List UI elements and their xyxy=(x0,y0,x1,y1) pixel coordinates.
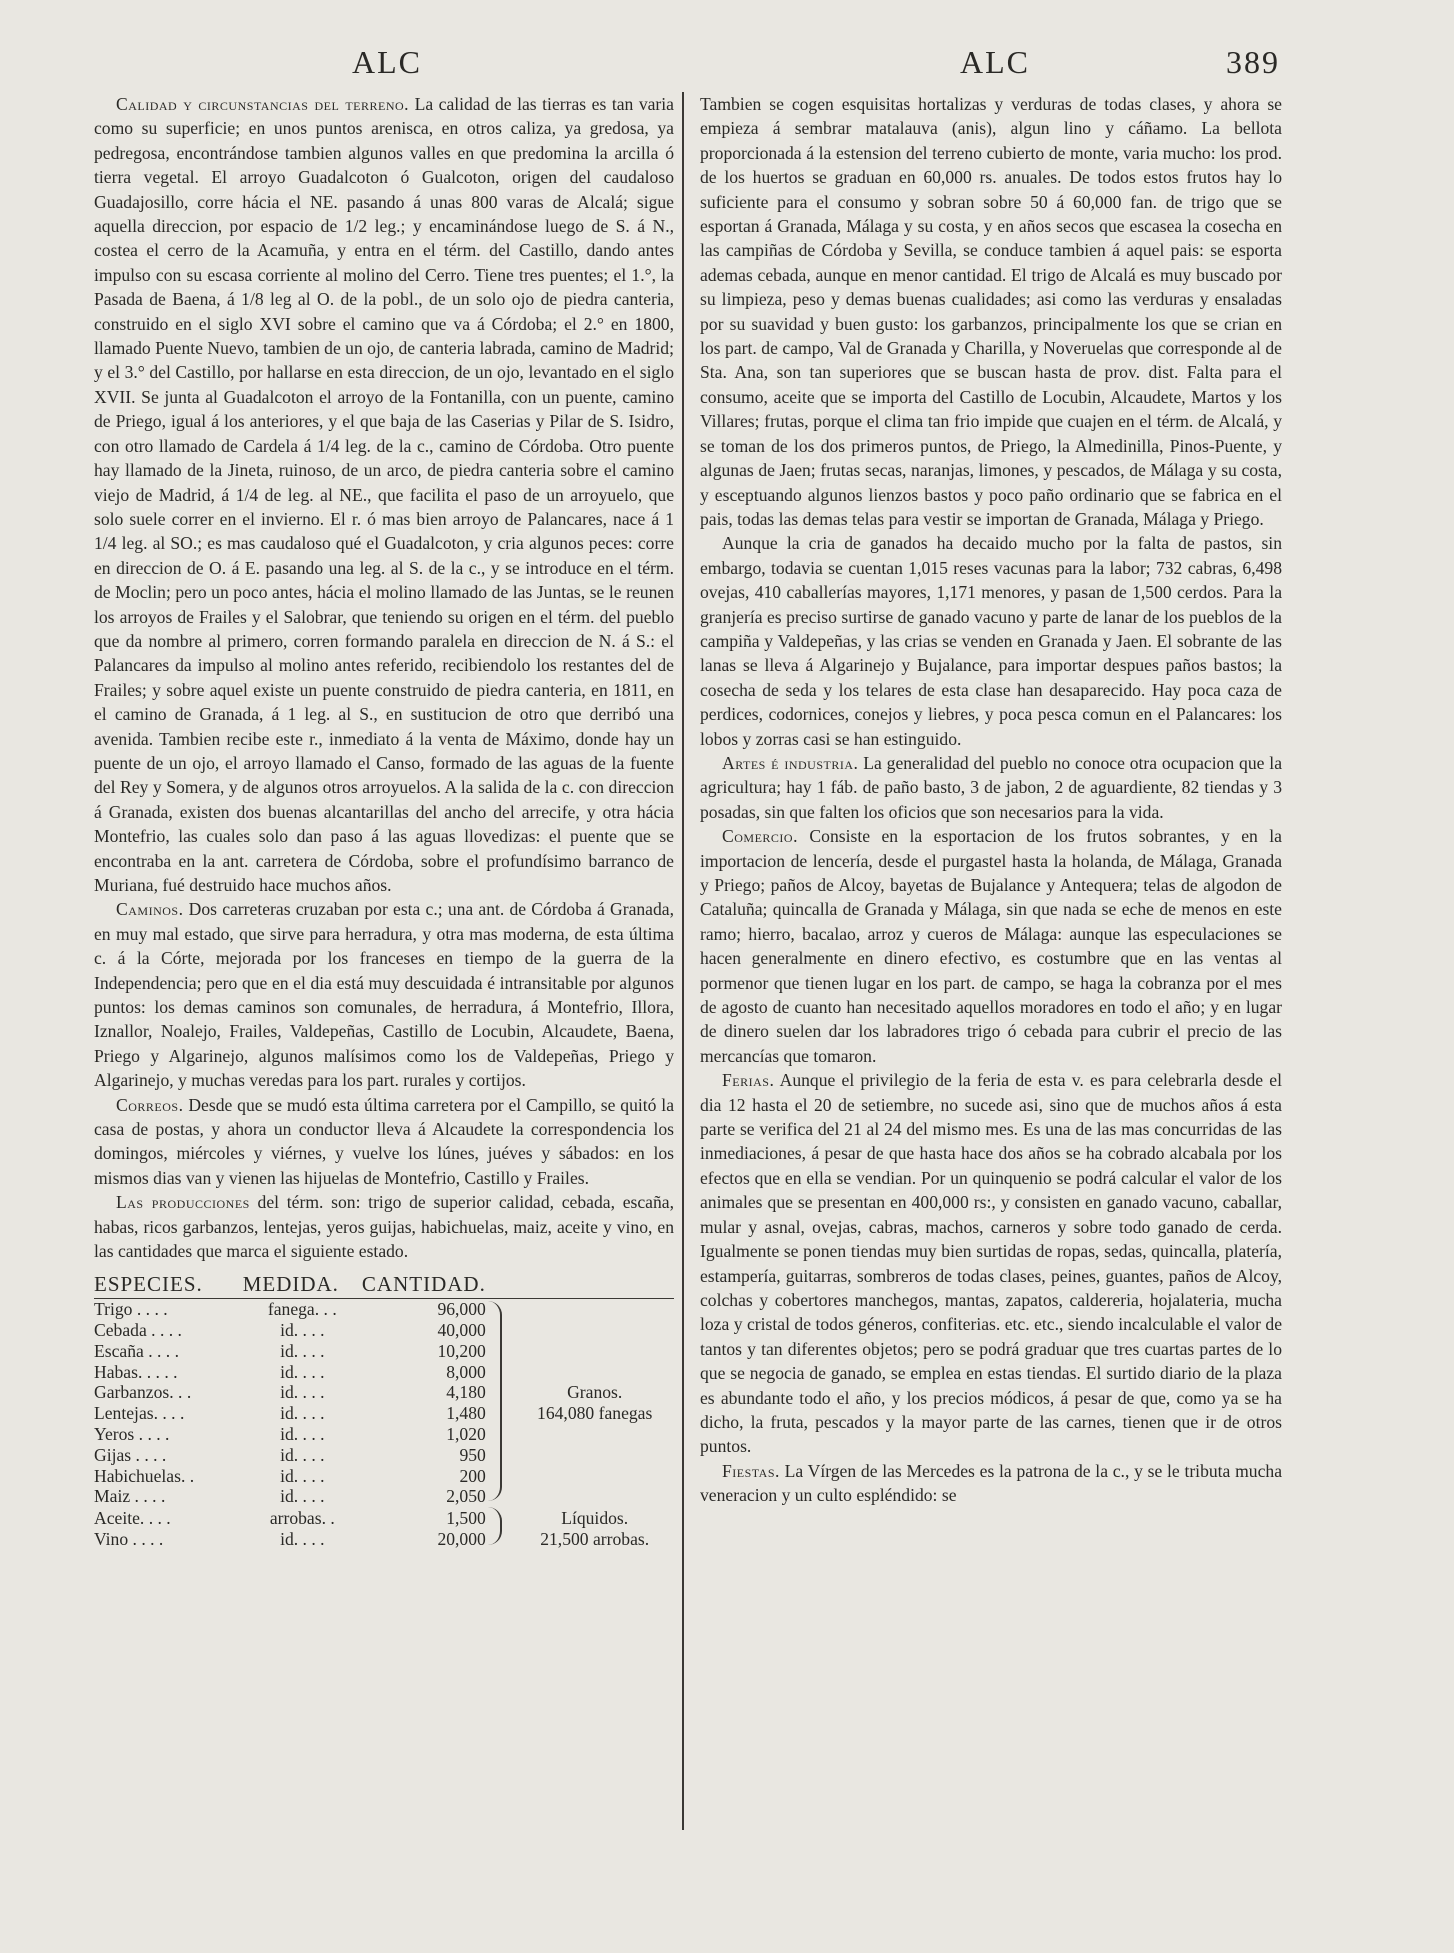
cell-medida: fanega. . . xyxy=(267,1299,337,1320)
granos-brace xyxy=(486,1299,516,1507)
granos-rows xyxy=(94,1299,674,1507)
production-table xyxy=(94,1271,674,1551)
cell-especie: Yeros . . . . xyxy=(94,1424,170,1445)
paragraph-correos xyxy=(94,1093,674,1191)
cell-especie: Maiz . . . . xyxy=(94,1486,166,1507)
section-heading: Correos. xyxy=(116,1094,184,1115)
paragraph-ferias xyxy=(700,1068,1282,1459)
right-column xyxy=(700,92,1282,1508)
paragraph-calidad xyxy=(94,92,674,897)
section-heading: Fiestas. xyxy=(722,1460,780,1481)
paragraph-text: del térm. son: trigo de superior calidad, cebada, escaña, habas, ricos garbanzos, lentejas, yeros guijas, habichuelas, maiz, aceite y vino, en las cantidades que marca el siguiente estado. xyxy=(94,1192,674,1262)
liquidos-summary xyxy=(515,1507,674,1550)
liquidos-total: 21,500 arrobas. xyxy=(540,1528,650,1549)
section-heading: Comercio. xyxy=(722,826,798,847)
cell-cantidad: 4,180 xyxy=(446,1382,486,1403)
cell-especie: Aceite. . . . xyxy=(94,1507,171,1528)
paragraph-text: Dos carreteras cruzaban por esta c.; una ant. de Córdoba á Granada, en muy mal estado, que sirve para herradura, y otra mas moderna, de esta última c. á la Córte, mejorada por los franceses en tiempo de la guerra de la Independencia; pero que en el dia está muy descuidada é intransitable por algunos puntos: los demas caminos son comunales, de herradura, á Montefrio, Illora, Iznallor, Noalejo, Frailes, Valdepeñas, Castillo de Locubin, Alcaudete, Baena, Priego y Algarinejo, algunos malísimos como los de Valdepeñas, Priego y Algarinejo, y muchas veredas para los part. rurales y cortijos. xyxy=(94,899,674,1091)
section-heading: Artes é industria. xyxy=(722,752,859,773)
paragraph-fiestas xyxy=(700,1459,1282,1508)
cell-medida: arrobas. . xyxy=(269,1507,335,1528)
cell-medida: id. . . . xyxy=(280,1340,325,1361)
cell-especie: Habichuelas. . xyxy=(94,1465,195,1486)
granos-total: 164,080 fanegas xyxy=(537,1403,653,1424)
liquidos-label: Líquidos. xyxy=(561,1507,629,1528)
section-heading: Calidad y circunstancias del terreno. xyxy=(116,94,410,114)
cell-medida: id. . . . xyxy=(280,1320,325,1341)
granos-label: Granos. xyxy=(567,1382,623,1403)
liquidos-brace xyxy=(486,1507,516,1550)
cell-cantidad: 96,000 xyxy=(437,1299,486,1320)
header-medida: MEDIDA. xyxy=(243,1274,362,1299)
paragraph-producciones xyxy=(94,1190,674,1263)
paragraph-text: La Vírgen de las Mercedes es la patrona de la c., y se le tributa mucha veneracion y un culto espléndido: se xyxy=(700,1460,1282,1506)
section-heading: Las producciones xyxy=(116,1192,250,1213)
paragraph-text: Consiste en la esportacion de los frutos sobrantes, y en la importacion de lencería, desde el purgastel hasta la holanda, de Málaga, Granada y Priego; paños de Alcoy, bayetas de Bujalance y Antequera; telas de algodon de Cataluña; quincalla de Granada y Málaga, sin que nada se eche de menos en este ramo; hierro, bacalao, arroz y cueros de Málaga: aunque las especulaciones se hacen generalmente en dinero efectivo, es costumbre que en las ventas al pormenor que tienen lugar en los part. de campo, se haga la cobranza por el mes de agosto de cuanto han necesitado aquellos moradores en todo el año; y en lugar de dinero suelen dar los labradores trigo ó cebada para cubrir el precio de las mercancías que tomaron. xyxy=(700,826,1282,1066)
cell-especie: Lentejas. . . . xyxy=(94,1403,185,1424)
cell-especie: Gijas . . . . xyxy=(94,1444,167,1465)
granos-summary xyxy=(515,1299,674,1507)
cell-cantidad: 1,500 xyxy=(446,1507,486,1528)
table-row xyxy=(94,1507,674,1528)
cell-cantidad: 40,000 xyxy=(437,1320,486,1341)
paragraph-text: Aunque el privilegio de la feria de esta v. es para celebrarla desde el dia 12 hasta el 20 de setiembre, no sucede asi, sino que de muchos años á esta parte se verifica del 21 al 24 del mismo mes. Es una de las mas concurridas de las inmediaciones, á pesar de que hasta hace dos años se ha cobrado alcabala por los efectos que en ella se vendian. Por un quinquenio se podrá calcular el valor de los animales que se presentan en 400,000 rs:, y consisten en ganado vacuno, caballar, mular y asnal, ovejas, cabras, machos, carneros y sobre todo ganado de cerda. Igualmente se ponen tiendas muy bien surtidas de ropas, sedas, quincalla, platería, estampería, guitarras, sombreros de todas clases, peines, guantes, paños de Alcoy, colchas y cobertores manchegos, mantas, zapatos, caldereria, hojalateria, mucha loza y cristal de todos géneros, confiterias. etc. etc., siendo incalculable el valor de tantos y tan diferentes objetos; pero se podrá graduar que tres cuartas partes de lo que se negocia de ganado, se emplea en estas tiendas. El surtido diario de la plaza es abundante todo el año, y los precios módicos, á pesar de que, como ya se ha dicho, la fruta, pescados y la mayor parte de las carnes, tienen que ir de otros puntos. xyxy=(700,1070,1282,1457)
table-row xyxy=(94,1299,674,1320)
paragraph-text: Desde que se mudó esta última carretera por el Campillo, se quitó la casa de postas, y ahora un conductor lleva á Alcaudete la correspondencia los domingos, miércoles y viérnes, y vuelve los lúnes, juéves y sábados: en los mismos dias van y vienen las hijuelas de Montefrio, Castillo y Frailes. xyxy=(94,1094,674,1188)
cell-especie: Vino . . . . xyxy=(94,1528,164,1549)
cell-especie: Habas. . . . . xyxy=(94,1361,178,1382)
page-number: 389 xyxy=(1226,44,1280,80)
section-heading: Ferias. xyxy=(722,1070,775,1091)
paragraph-ganados: Aunque la cria de ganados ha decaido mucho por la falta de pastos, sin embargo, todavia se cuentan 1,015 reses vacunas para la labor; 732 cabras, 6,498 ovejas, 410 caballerías mayores, 1,171 menores, y pasan de 1,500 cerdos. Para la granjería es preciso surtirse de ganado vacuno y parte de lanar de los pueblos de la campiña y Valdepeñas, y las crias se venden en Granada y Jaen. El sobrante de las lanas se lleva á Algarinejo y Bujalance, para importar despues paños bastos; la cosecha de seda y los telares de esta clase han desaparecido. Hay poca caza de perdices, codornices, conejos y liebres, y poca pesca comun en el Palancares: los lobos y zorras casi se han estinguido. xyxy=(700,533,1282,749)
cell-cantidad: 20,000 xyxy=(437,1528,486,1549)
paragraph-text: La generalidad del pueblo no conoce otra ocupacion que la agricultura; hay 1 fáb. de paño basto, 3 de jabon, 2 de aguardiente, 82 tiendas y 3 posadas, sin que falten los oficios que son necesarios para la vida. xyxy=(700,752,1282,822)
paragraph-artes xyxy=(700,751,1282,824)
cell-medida: id. . . . xyxy=(280,1486,325,1507)
paragraph-text: La calidad de las tierras es tan varia como su superficie; en unos puntos arenisca, en otros caliza, ya gredosa, ya pedregosa, encontrándose tambien algunos valles en que predomina la arcilla ó tierra vegetal. El arroyo Guadalcoton ó Gualcoton, origen del caudaloso Guadajosillo, corre hácia el NE. pasando á unas 800 varas de Alcalá; sigue aquella direccion, por espacio de 1/2 leg.; y encaminándose luego de S. á N., costea el cerro de la Acamuña, y entra en el térm. del Castillo, dando antes impulso con su escasa corriente al molino del Cerro. Tiene tres puentes; el 1.°, la Pasada de Baena, á 1/8 leg al O. de la pobl., de un solo ojo de piedra canteria, construido en el siglo XVI sobre el camino que va á Córdoba; el 2.° en 1800, llamado Puente Nuevo, tambien de un ojo, de canteria labrada, camino de Madrid; y el 3.° del Castillo, por hallarse en esta direccion, de un ojo, levantado en el siglo XVII. Se junta al Guadalcoton el arroyo de la Fontanilla, con un puente, camino de Priego, igual á los anteriores, y el que baja de las Caserias y Pilar de S. Isidro, con otro llamado de Cardela á 1/4 leg. de la c., camino de Córdoba. Otro puente hay llamado de la Jineta, ruinoso, de un arco, de piedra canteria sobre el camino viejo de Madrid, á 1/4 de leg. al NE., que facilita el paso de un arroyuelo, que solo suele correr en el invierno. El r. ó mas bien arroyo de Palancares, nace á 1 1/4 leg. al SO.; es mas caudaloso qué el Guadalcoton, y cria algunos peces: corre en direccion de O. á E. pasando una leg. al S. de la c., y se introduce en el térm. de Moclin; pero un poco antes, hácia el molino llamado de las Juntas, se le reunen los arroyos de Frailes y el Salobrar, que teniendo su origen en el térm. del pueblo que da nombre al primero, corren formando paralela en direccion de N. á S.: el Palancares da impulso al molino antes referido, recibiendolo los restantes del de Frailes; y sobre aquel existe un puente construido de piedra canteria, en 1811, en el camino de Granada, á 1 leg. al S., en sustitucion de otro que derribó una avenida. Tambien recibe este r., inmediato á la venta de Máximo, donde hay un puente de un ojo, el arroyo llamado el Canso, formado de las aguas de la fuente del Rey y Somera, y de algunos otros arroyuelos. A la salida de la c. con direccion á Granada, existen dos buenas alcantarillas del ancho del arrecife, y otra hácia Montefrio, las cuales solo dan paso á las aguas llovedizas: el puente que se encontraba en la ant. carretera de Córdoba, sobre el profundísimo barranco de Muriana, fué destruido hace muchos años. xyxy=(94,94,674,895)
cell-medida: id. . . . xyxy=(280,1424,325,1445)
cell-especie: Escaña . . . . xyxy=(94,1340,180,1361)
section-heading: Caminos. xyxy=(116,899,184,920)
cell-medida: id. . . . xyxy=(280,1465,325,1486)
cell-especie: Garbanzos. . . xyxy=(94,1382,192,1403)
column-divider xyxy=(682,92,684,1830)
cell-medida: id. . . . xyxy=(280,1361,325,1382)
cell-cantidad: 10,200 xyxy=(437,1340,486,1361)
header-left: ALC xyxy=(352,44,422,80)
cell-cantidad: 1,020 xyxy=(446,1424,486,1445)
paragraph-continuation: Tambien se cogen esquisitas hortalizas y verduras de todas clases, y ahora se empieza á sembrar matalauva (anis), algun lino y cáñamo. La bellota proporcionada á la estension del terreno cubierto de monte, varia mucho: los prod. de los huertos se graduan en 60,000 rs. anuales. De todos estos frutos hay lo suficiente para el consumo y sobran sobre 50 á 60,000 fan. de trigo que se esportan á Granada, Málaga y su costa, y en años secos que escasea la cosecha en las campiñas de Córdoba y Sevilla, se conduce tambien á aquel pais: se esporta ademas cebada, aunque en menor cantidad. El trigo de Alcalá es muy buscado por su limpieza, peso y demas buenas cualidades; asi como las verduras y ensaladas por su suavidad y buen gusto: los garbanzos, principalmente los que se crian en los part. de campo, Val de Granada y Charilla, y Noveruelas que corresponde al de Sta. Ana, son tan superiores que se buscan hasta de prov. dist. Falta para el consumo, aceite que se importa del Castillo de Locubin, Alcaudete, Martos y los Villares; frutas, porque el clima tan frio impide que cuajen en el térm. de Alcalá, y se toman de los dos primeros puntos, de Priego, la Almedinilla, Pinos-Puente, y algunas de Jaen; frutas secas, naranjas, limones, y pescados, de Málaga y su costa, y esceptuando algunos lienzos bastos y poco paño ordinario que se fabrica en el pais, todas las demas telas para vestir se importan de Granada, Málaga y Priego. xyxy=(700,94,1282,529)
cell-medida: id. . . . xyxy=(280,1382,325,1403)
cell-medida: id. . . . xyxy=(280,1403,325,1424)
cell-medida: id. . . . xyxy=(280,1444,325,1465)
cell-cantidad: 200 xyxy=(459,1465,486,1486)
cell-especie: Cebada . . . . xyxy=(94,1320,182,1341)
liquidos-rows xyxy=(94,1507,674,1550)
header-especies: ESPECIES. xyxy=(94,1274,243,1299)
cell-cantidad: 8,000 xyxy=(446,1361,486,1382)
paragraph-comercio xyxy=(700,824,1282,1068)
cell-medida: id. . . . xyxy=(280,1528,325,1549)
cell-especie: Trigo . . . . xyxy=(94,1299,168,1320)
cell-cantidad: 950 xyxy=(459,1444,486,1465)
header-cantidad: CANTIDAD. xyxy=(362,1274,486,1299)
cell-cantidad: 1,480 xyxy=(446,1403,486,1424)
paragraph-caminos xyxy=(94,897,674,1092)
cell-cantidad: 2,050 xyxy=(446,1486,486,1507)
left-column xyxy=(94,92,674,1550)
header-center: ALC xyxy=(960,44,1030,80)
table-header-row xyxy=(94,1274,674,1299)
